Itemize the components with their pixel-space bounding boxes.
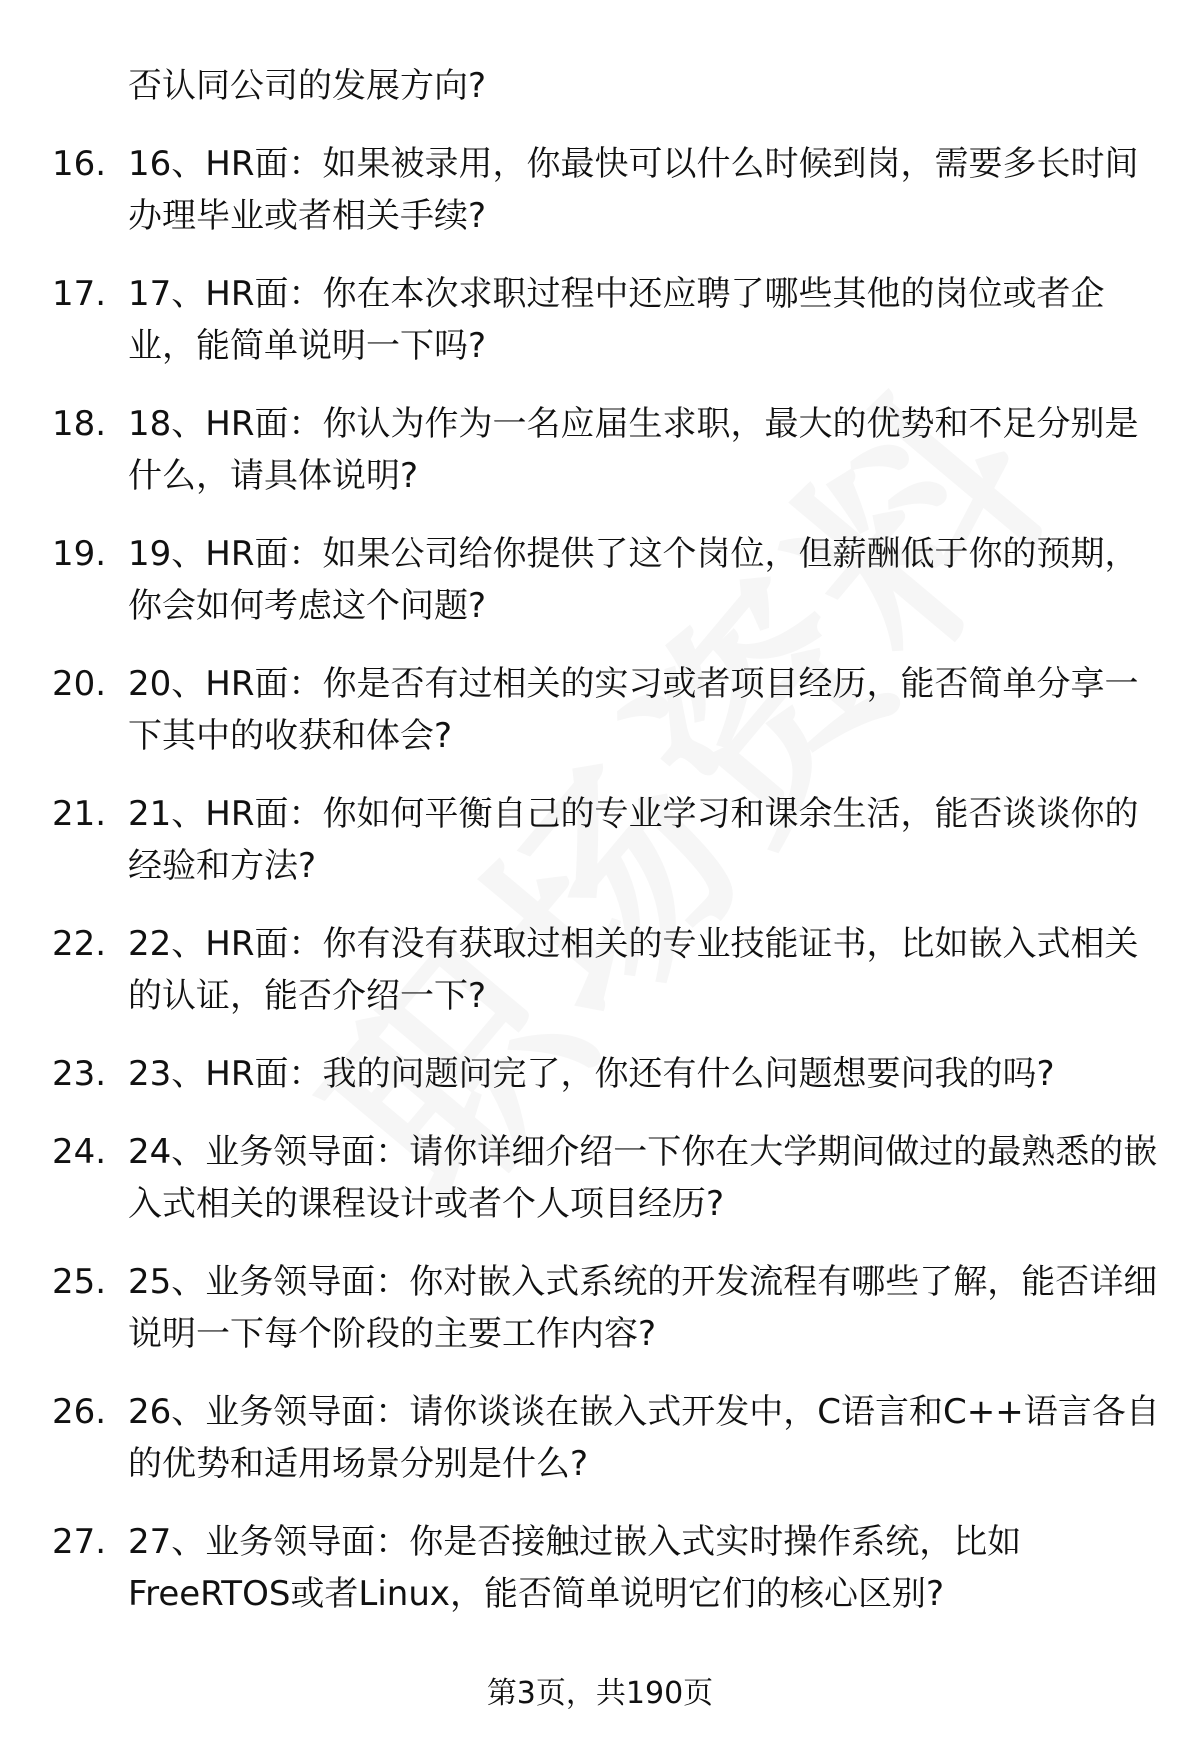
list-item [0,1516,1200,1620]
list-item-number: 23. [52,1054,107,1094]
list-item-text: 21、HR面：你如何平衡自己的专业学习和课余生活，能否谈谈你的经验和方法? [128,794,1139,886]
list-item [0,398,1200,502]
continued-question-text: 否认同公司的发展方向? [128,66,487,106]
list-item-text: 25、业务领导面：你对嵌入式系统的开发流程有哪些了解，能否详细说明一下每个阶段的主要工作内容? [128,1262,1158,1354]
list-item-text: 26、业务领导面：请你谈谈在嵌入式开发中，C语言和C++语言各自的优势和适用场景分别是什么? [128,1392,1160,1484]
list-item [0,788,1200,892]
list-item-number: 22. [52,924,107,964]
list-item-text: 23、HR面：我的问题问完了，你还有什么问题想要问我的吗? [128,1054,1055,1094]
list-item-number: 17. [52,274,107,314]
list-item [0,658,1200,762]
list-item [0,1126,1200,1230]
list-item-number: 20. [52,664,107,704]
list-item-number: 25. [52,1262,107,1302]
list-item-number: 27. [52,1522,107,1562]
list-item-text: 16、HR面：如果被录用，你最快可以什么时候到岗，需要多长时间办理毕业或者相关手续? [128,144,1139,236]
list-item-number: 21. [52,794,107,834]
list-item-number: 18. [52,404,107,444]
list-item-number: 19. [52,534,107,574]
list-item [0,138,1200,242]
page-footer: 第3页，共190页 [486,1676,714,1711]
list-item [0,528,1200,632]
list-item [0,918,1200,1022]
list-item [0,1386,1200,1490]
list-item-text: 22、HR面：你有没有获取过相关的专业技能证书，比如嵌入式相关的认证，能否介绍一下? [128,924,1139,1016]
list-item-text: 20、HR面：你是否有过相关的实习或者项目经历，能否简单分享一下其中的收获和体会? [128,664,1139,756]
list-item [0,1048,1200,1100]
list-item [0,1256,1200,1360]
list-item-text: 18、HR面：你认为作为一名应届生求职，最大的优势和不足分别是什么，请具体说明? [128,404,1139,496]
list-item-text: 17、HR面：你在本次求职过程中还应聘了哪些其他的岗位或者企业，能简单说明一下吗? [128,274,1105,366]
list-item [0,268,1200,372]
list-item-number: 24. [52,1132,107,1172]
list-item-text: 19、HR面：如果公司给你提供了这个岗位，但薪酬低于你的预期，你会如何考虑这个问题? [128,534,1139,626]
list-item-text: 27、业务领导面：你是否接触过嵌入式实时操作系统，比如FreeRTOS或者Linux，能否简单说明它们的核心区别? [128,1522,1022,1614]
list-item-number: 26. [52,1392,107,1432]
question-list [0,138,1200,1646]
list-item-text: 24、业务领导面：请你详细介绍一下你在大学期间做过的最熟悉的嵌入式相关的课程设计或者个人项目经历? [128,1132,1158,1224]
list-item-number: 16. [52,144,107,184]
